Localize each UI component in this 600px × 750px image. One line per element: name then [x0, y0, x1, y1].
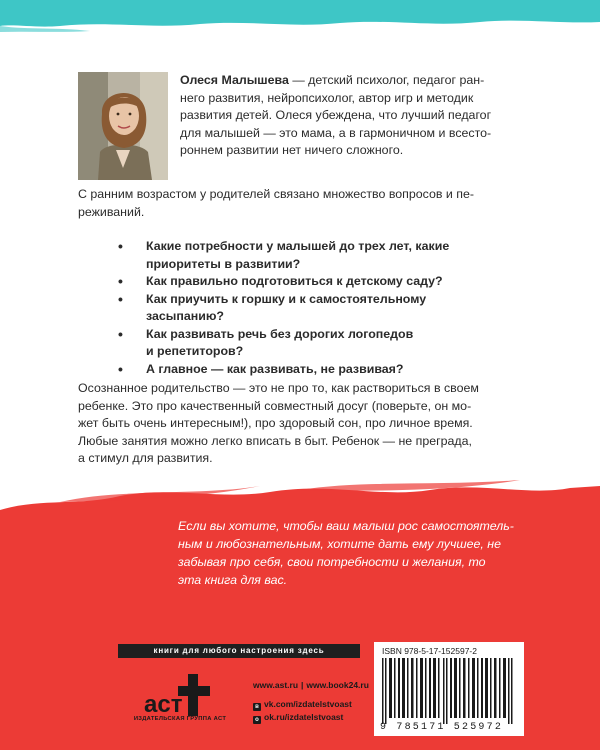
social-links: [253, 698, 352, 724]
ast-logo-text: аст: [144, 691, 183, 718]
social-link-vk[interactable]: [253, 698, 352, 711]
ok-icon: о: [253, 716, 261, 724]
site-link-book24[interactable]: www.book24.ru: [306, 680, 369, 690]
barcode-digits: 9 785171 525972: [380, 722, 504, 733]
social-link-text: ok.ru/izdatelstvoast: [264, 712, 344, 722]
question-item: [118, 273, 498, 291]
body-line: Любые занятия можно легко вписать в быт. Ребенок — не преграда,: [78, 433, 472, 448]
author-photo: [78, 72, 168, 180]
intro-paragraph: [78, 186, 522, 221]
promo-text: [178, 517, 538, 589]
author-bio-line: развития детей. Олеся убеждена, что лучший педагог: [180, 108, 492, 122]
question-item: [118, 326, 498, 361]
questions-list: [118, 238, 498, 378]
body-paragraph: [78, 380, 522, 468]
promo-line: эта книга для вас.: [178, 573, 288, 587]
promo-line: Если вы хотите, чтобы ваш малыш рос самостоятель-: [178, 519, 514, 533]
body-line: ребенке. Это про качественный совместный досуг (поверьте, он мо-: [78, 398, 472, 413]
body-line: жет быть очень интересным!), про здоровый сон, про личное время.: [78, 416, 473, 430]
isbn-label: ISBN 978-5-17-152597-2: [382, 646, 477, 656]
question-line: и репетиторов?: [146, 344, 244, 358]
intro-line: С ранним возрастом у родителей связано множество вопросов и пе-: [78, 187, 474, 201]
question-item: [118, 291, 498, 326]
body-line: Осознанное родительство — это не про то, как раствориться в своем: [78, 381, 479, 395]
publisher-name: ИЗДАТЕЛЬСКАЯ ГРУППА АСТ: [133, 716, 227, 722]
author-bio-text: — детский психолог, педагог ран-: [292, 73, 485, 87]
site-separator: |: [301, 680, 304, 690]
social-link-text: vk.com/izdatelstvoast: [264, 699, 352, 709]
author-bio-line: для малышей — это мама, а в гармоничном и всесто-: [180, 125, 492, 140]
question-line: • Какие потребности у малышей до трех лет, какие: [146, 239, 450, 253]
vk-icon: в: [253, 703, 261, 711]
tagline-bar: книги для любого настроения здесь: [118, 644, 360, 658]
social-link-ok[interactable]: [253, 711, 352, 724]
promo-line: ным и любознательным, хотите дать ему лучшее, не: [178, 537, 502, 551]
question-line: • Как развивать речь без дорогих логопедов: [146, 326, 414, 341]
teal-brush-band: [0, 0, 600, 40]
author-bio-line: него развития, нейропсихолог, автор игр и методик: [180, 90, 474, 105]
question-line: • А главное — как развивать, не развивая?: [146, 361, 404, 376]
question-item: [118, 361, 498, 379]
question-item: [118, 238, 498, 273]
question-line: приоритеты в развитии?: [146, 256, 301, 271]
body-line: а стимул для развития.: [78, 451, 213, 465]
question-line: • Как правильно подготовиться к детскому саду?: [146, 274, 443, 288]
question-line: • Как приучить к горшку и к самостоятельному: [146, 291, 427, 306]
barcode: [380, 658, 518, 724]
site-link-ast[interactable]: www.ast.ru: [253, 680, 299, 690]
author-bio: [180, 72, 522, 160]
websites: [253, 680, 369, 690]
author-name: Олеся Малышева: [180, 73, 289, 87]
question-line: засыпанию?: [146, 309, 224, 323]
author-bio-line: роннем развитии нет ничего сложного.: [180, 143, 404, 157]
intro-line: реживаний.: [78, 204, 145, 219]
barcode-box: [374, 642, 524, 736]
author-bio-line: [180, 72, 522, 90]
promo-line: забывая про себя, свои потребности и желания, то: [178, 555, 486, 569]
